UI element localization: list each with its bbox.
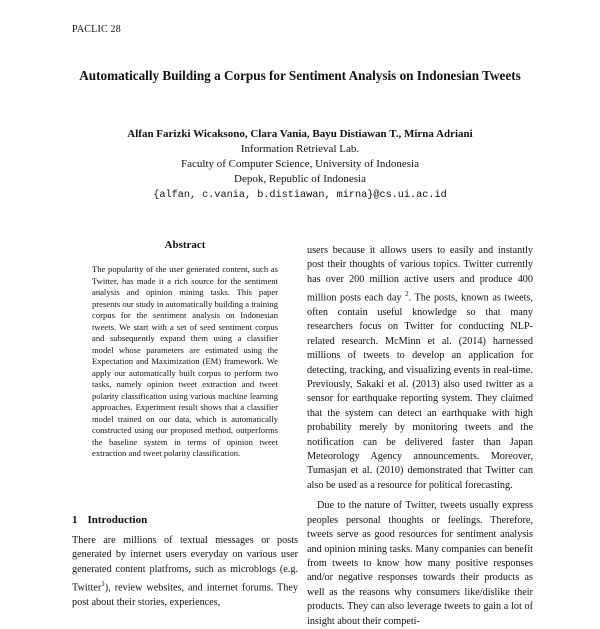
right-paragraph-1-part1: users because it allows users to easily and instantly post their thoughts of various topics. Twitter currently has over 200 million active users and produce 400 million posts each day <box>307 245 533 304</box>
footnote-mark: 1 <box>101 580 105 589</box>
footnote-mark-2: 2 <box>405 290 409 299</box>
right-paragraph-2: Due to the nature of Twitter, tweets usually express peoples personal thoughts or feelings. Therefore, tweets serve as good resources for sentiment analysis and opinion mining tasks. Many companies can benefit from tweets to know how many positive responses and/or negative responses towards their products as well as the reasons why consumers like/dislike their products. They can also leverage tweets to gain a lot of insight about their competi- <box>307 500 533 627</box>
page-header-label: PACLIC 28 <box>72 24 121 35</box>
right-paragraph-1-part2: . The posts, known as tweets, often contain useful knowledge so that many researchers focus on Twitter for conducting NLP-related research. McMinn et al. (2014) harnessed millions of tweets to develop an application for detecting, tracking, and visualizing events in real-time. Previously, Sakaki et al. (2013) also used twitter as a sensor for earthquake reporting system. They claimed that the system can detect an earthquake with high probability merely by monitoring tweets and the notification can be delivered faster than Japan Meteorology Agency announcements. Moreover, Tumasjan et al. (2010) demonstrated that Twitter can also be used as a resource for political forecasting. <box>307 292 533 491</box>
author-block <box>60 127 540 203</box>
section-title: Introduction <box>87 514 148 526</box>
introduction-paragraph <box>72 534 298 610</box>
section-heading-introduction <box>72 514 147 526</box>
affiliation-place: Depok, Republic of Indonesia <box>234 173 366 185</box>
affiliation-faculty: Faculty of Computer Science, University of Indonesia <box>181 158 419 170</box>
intro-text-part1: There are millions of textual messages or posts generated by internet users everyday on various user generated content platfroms, such as microblogs (e.g. Twitter <box>72 535 298 594</box>
section-number: 1 <box>72 514 78 526</box>
right-paragraph-1 <box>307 244 533 493</box>
author-emails: {alfan, c.vania, b.distiawan, mirna}@cs.ui.ac.id <box>153 190 447 201</box>
affiliation-lab: Information Retrieval Lab. <box>240 143 360 155</box>
right-column-text <box>307 244 533 629</box>
intro-text-part2: ), review websites, and internet forums. They post about their stories, experiences, <box>72 582 298 609</box>
abstract-heading: Abstract <box>164 239 206 251</box>
paper-title: Automatically Building a Corpus for Sentiment Analysis on Indonesian Tweets <box>79 68 521 83</box>
abstract-text: The popularity of the user generated content, such as Twitter, has made it a rich source for the sentiment analysis and opinion mining tasks. This paper presents our study in automatically building a training corpus for the sentiment analysis on Indonesian tweets. We start with a set of seed sentiment corpus and subsequently expand them using a classifier model whose parameters are estimated using the Expectation and Maximization (EM) framework. We apply our automatically built corpus to perform two tasks, namely opinion tweet extraction and tweet polarity classification using various machine learning approaches. Experiment result shows that a classifier model trained on our data, which is automatically constructed using our proposed method, outperforms the baseline system in terms of opinion tweet extraction and tweet polarity classification. <box>92 264 278 458</box>
author-names: Alfan Farizki Wicaksono, Clara Vania, Bayu Distiawan T., Mirna Adriani <box>127 128 473 140</box>
